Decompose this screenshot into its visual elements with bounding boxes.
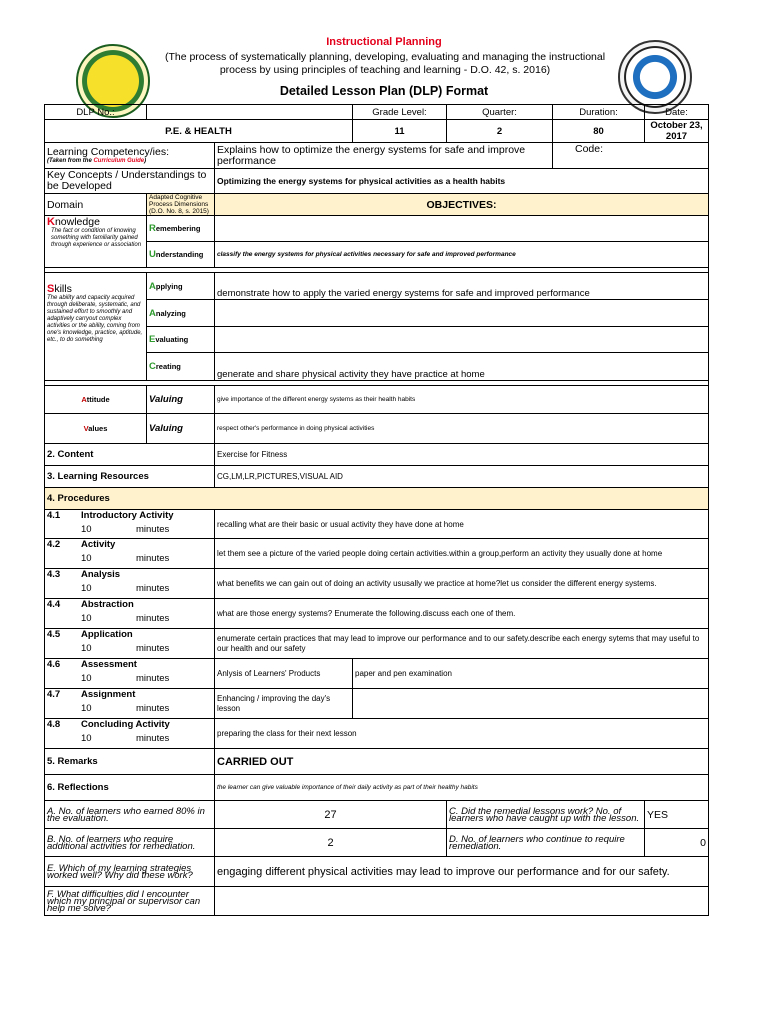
values-objective: respect other's performance in doing physical activities (215, 414, 709, 444)
reflection-e-value: engaging different physical activities may lead to improve our performance and for our safety. (215, 857, 709, 887)
content-label: 2. Content (45, 444, 215, 466)
grade-level-label: Grade Level: (353, 105, 447, 120)
reflection-d-label: D. No. of learners who continue to require remediation. (447, 829, 645, 857)
analyzing-label: Analyzing (147, 300, 215, 327)
reflections-text: the learner can give valuable importance of their daily activity as part of their healthy habits (215, 775, 709, 801)
procedure-4-4-text: what are those energy systems? Enumerate the following.discuss each one of them. (215, 599, 709, 629)
procedure-4-2-text: let them see a picture of the varied people doing certain activities.within a group,perform an activity they usually done at home (215, 539, 709, 569)
procedures-label: 4. Procedures (45, 488, 709, 510)
instructional-planning-subtitle: (The process of systematically planning, developing, evaluating and managing the instructional process by using principles of teaching and learning - D.O. 42, s. 2016) (164, 51, 606, 76)
remembering-label: Remembering (147, 216, 215, 242)
reflection-a-value: 27 (215, 801, 447, 829)
competency-source: (Taken from the Curriculum Guide) (47, 158, 147, 164)
quarter-value: 2 (447, 120, 553, 143)
procedure-4-4: 4.4 Abstraction 10 minutes (45, 599, 215, 629)
values-process: Valuing (147, 414, 215, 444)
grade-level-value: 11 (353, 120, 447, 143)
dlp-no-label: DLP No.: (45, 105, 147, 120)
dlp-table (44, 104, 709, 916)
procedure-4-8: 4.8 Concluding Activity 10 minutes (45, 719, 215, 749)
creating-objective: generate and share physical activity they have practice at home (215, 353, 709, 381)
code-cell (553, 143, 709, 169)
attitude-objective: give importance of the different energy systems as their health habits (215, 386, 709, 414)
procedure-4-3: 4.3 Analysis 10 minutes (45, 569, 215, 599)
objectives-label: OBJECTIVES: (215, 194, 709, 216)
procedure-4-6-text2: paper and pen examination (353, 659, 709, 689)
procedure-4-5: 4.5 Application 10 minutes (45, 629, 215, 659)
competency-label-cell (45, 143, 215, 169)
attitude-label: Attitude (45, 386, 147, 414)
procedure-4-1: 4.1 Introductory Activity 10 minutes (45, 510, 215, 539)
content-text: Exercise for Fitness (215, 444, 709, 466)
domain-label: Domain (45, 194, 147, 216)
reflections-label: 6. Reflections (45, 775, 215, 801)
analyzing-objective (215, 300, 709, 327)
reflection-f-label: F. What difficulties did I encounter which my principal or supervisor can help me solve? (45, 887, 215, 916)
dlp-no-value (147, 105, 353, 120)
procedure-4-5-text: enumerate certain practices that may lead to improve our performance and to our safety.describe each energy sytems that may useful to our health and our safety (215, 629, 709, 659)
reflection-e-label: E. Which of my learning strategies worked well? Why did these work? (45, 857, 215, 887)
procedure-4-7-text2 (353, 689, 709, 719)
attitude-process: Valuing (147, 386, 215, 414)
procedure-4-6-text: Anlysis of Learners' Products (215, 659, 353, 689)
procedure-4-2: 4.2 Activity 10 minutes (45, 539, 215, 569)
remarks-text: CARRIED OUT (215, 749, 709, 775)
procedure-4-6: 4.6 Assessment 10 minutes (45, 659, 215, 689)
reflection-f-value (215, 887, 709, 916)
instructional-planning-title: Instructional Planning (326, 36, 442, 48)
procedure-4-7-text: Enhancing / improving the day's lesson (215, 689, 353, 719)
remarks-label: 5. Remarks (45, 749, 215, 775)
reflection-c-value: YES (645, 801, 709, 829)
values-label: Values (45, 414, 147, 444)
learning-resources-text: CG,LM,LR,PICTURES,VISUAL AID (215, 466, 709, 488)
knowledge-cell: Knowledge The fact or condition of knowing something with familiarity gained through experience or association (45, 216, 147, 268)
duration-label: Duration: (553, 105, 645, 120)
learning-resources-label: 3. Learning Resources (45, 466, 215, 488)
reflection-c-label: C. Did the remedial lessons work? No. of learners who have caught up with the lesson. (447, 801, 645, 829)
cognitive-process-label: Adapted Cognitive Process Dimensions (D.O. No. 8, s. 2015) (147, 194, 215, 216)
dlp-format-title: Detailed Lesson Plan (DLP) Format (279, 84, 489, 98)
procedure-4-3-text: what benefits we can gain out of doing an activity ususally we practice at home?let us consider the different energy systems. (215, 569, 709, 599)
reflection-d-value: 0 (645, 829, 709, 857)
procedure-4-1-text: recalling what are their basic or usual activity they have done at home (215, 510, 709, 539)
procedure-4-8-text: preparing the class for their next lesson (215, 719, 709, 749)
creating-label: Creating (147, 353, 215, 381)
date-label: Date: (645, 105, 709, 120)
school-seal-icon (618, 40, 692, 114)
reflection-a-label: A. No. of learners who earned 80% in the evaluation. (45, 801, 215, 829)
understanding-label: Understanding (147, 242, 215, 268)
remembering-objective (215, 216, 709, 242)
knowledge-description: The fact or condition of knowing something with familiarity gained through experience or association (51, 228, 142, 248)
learning-area-value: P.E. & HEALTH (45, 120, 353, 143)
procedure-4-7: 4.7 Assignment 10 minutes (45, 689, 215, 719)
understanding-objective: classify the energy systems for physical activities necessary for safe and improved performance (215, 242, 709, 268)
duration-value: 80 (553, 120, 645, 143)
quarter-label: Quarter: (447, 105, 553, 120)
key-concepts-label: Key Concepts / Understandings to be Developed (45, 169, 215, 194)
code-label: Code: (575, 143, 604, 155)
competency-text: Explains how to optimize the energy systems for safe and improve performance (215, 143, 553, 169)
date-value: October 23, 2017 (645, 120, 709, 143)
evaluating-label: Evaluating (147, 327, 215, 353)
competency-label: Learning Competency/ies: (47, 146, 169, 158)
skills-cell: Skills The ability and capacity acquired through deliberate, systematic, and sustained effort to smoothly and adaptively carryout complex activities or the ability, coming from one's knowledge, practice, aptitude, etc., to do something (45, 273, 147, 381)
reflection-b-value: 2 (215, 829, 447, 857)
skills-description: The ability and capacity acquired through deliberate, systematic, and sustained effort to smoothly and adaptively carryout complex activities or the ability, coming from one's knowledge, practice, aptitude, etc., to do something (47, 295, 143, 343)
evaluating-objective (215, 327, 709, 353)
applying-objective: demonstrate how to apply the varied energy systems for safe and improved performance (215, 273, 709, 300)
applying-label: Applying (147, 273, 215, 300)
reflection-b-label: B. No. of learners who require additional activities for remediation. (45, 829, 215, 857)
key-concepts-text: Optimizing the energy systems for physical activities as a health habits (215, 169, 709, 194)
